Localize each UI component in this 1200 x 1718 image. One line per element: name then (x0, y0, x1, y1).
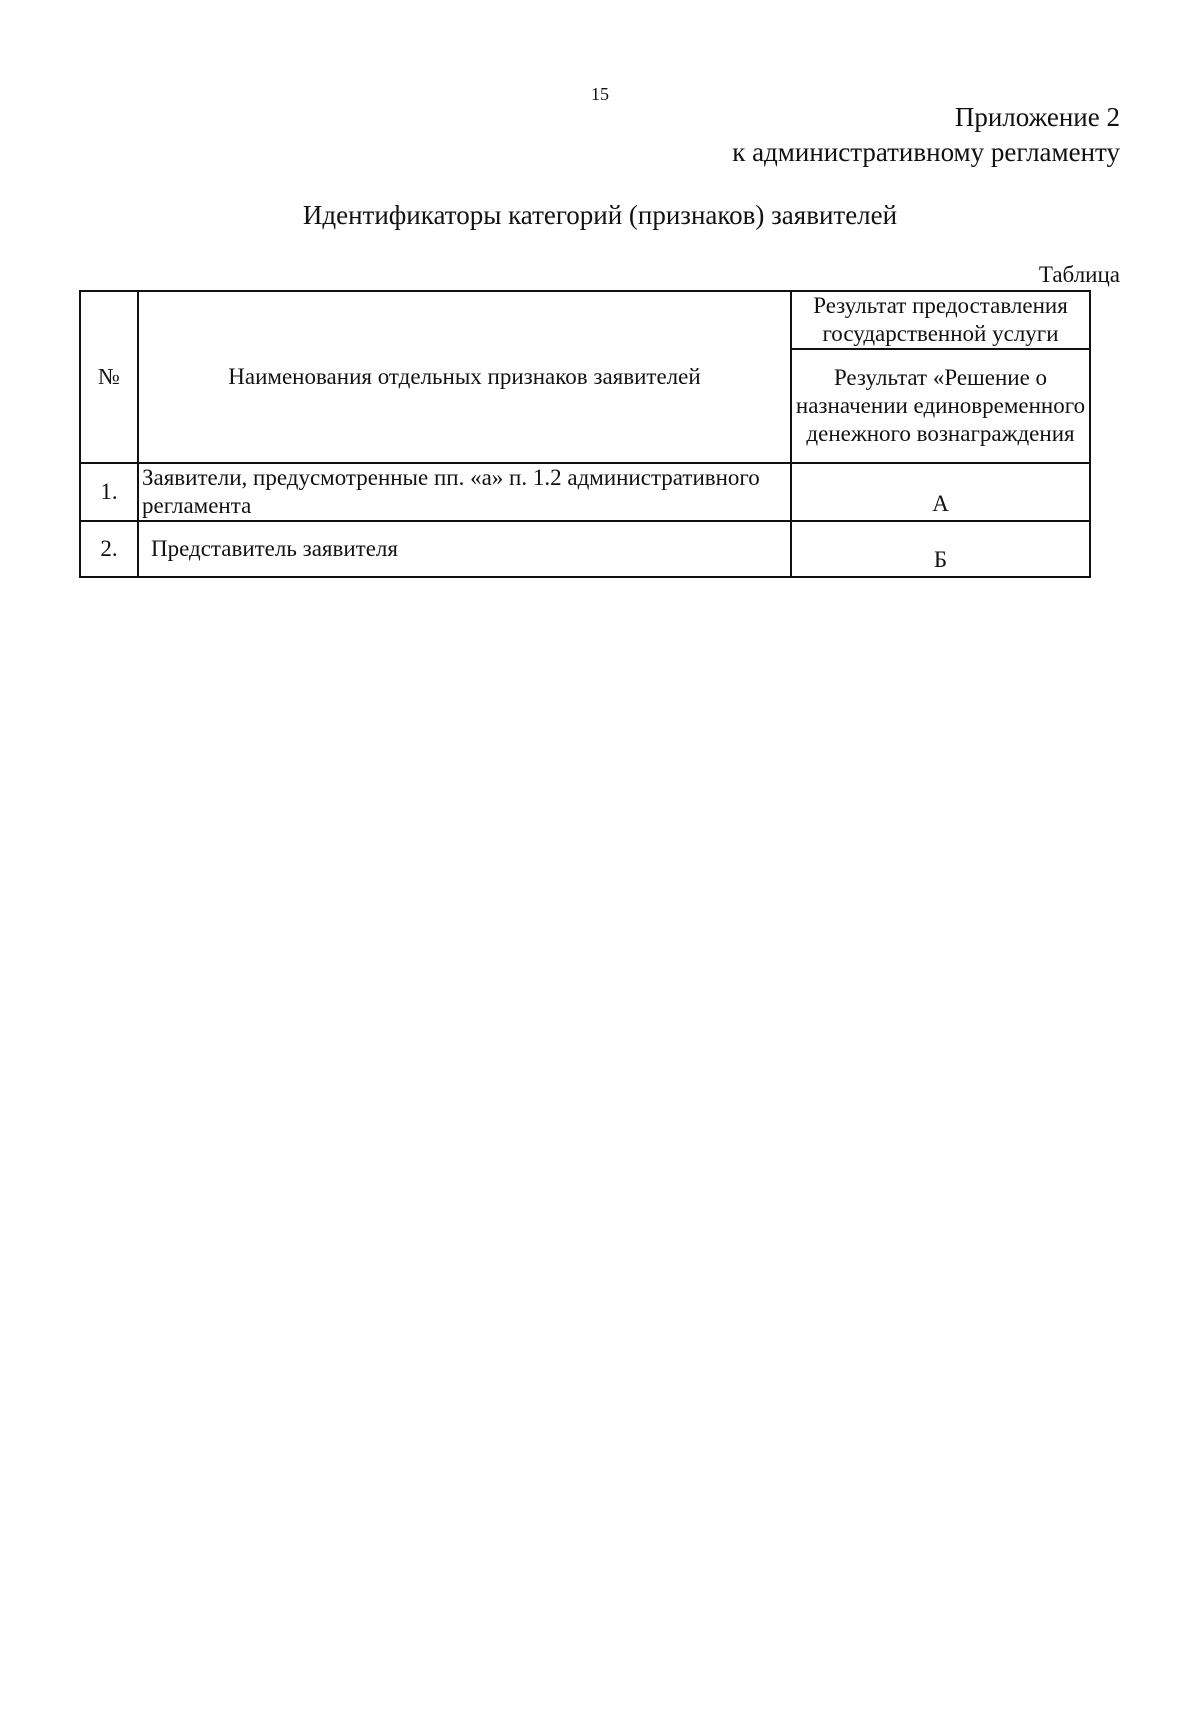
row-name: Заявители, предусмотренные пп. «а» п. 1.2 административного регламента (138, 463, 791, 521)
row-num: 2. (80, 521, 138, 577)
appendix-header (732, 100, 1120, 170)
header-result-sub: Результат «Решение о назначении единовременного денежного вознаграждения (791, 349, 1090, 463)
header-name: Наименования отдельных признаков заявителей (138, 291, 791, 463)
header-num: № (80, 291, 138, 463)
row-name: Представитель заявителя (138, 521, 791, 577)
table-row (80, 463, 1090, 521)
table-row (80, 521, 1090, 577)
row-num: 1. (80, 463, 138, 521)
page-number: 15 (591, 84, 609, 104)
table-header-row (80, 291, 1090, 349)
identifiers-table (79, 290, 1091, 578)
row-code: А (791, 463, 1090, 521)
header-result-group: Результат предоставления государственной услуги (791, 291, 1090, 349)
appendix-subtitle: к административному регламенту (732, 137, 1120, 167)
row-code: Б (791, 521, 1090, 577)
document-title: Идентификаторы категорий (признаков) заявителей (302, 200, 898, 230)
table-caption: Таблица (1038, 262, 1120, 287)
appendix-title: Приложение 2 (954, 102, 1120, 132)
